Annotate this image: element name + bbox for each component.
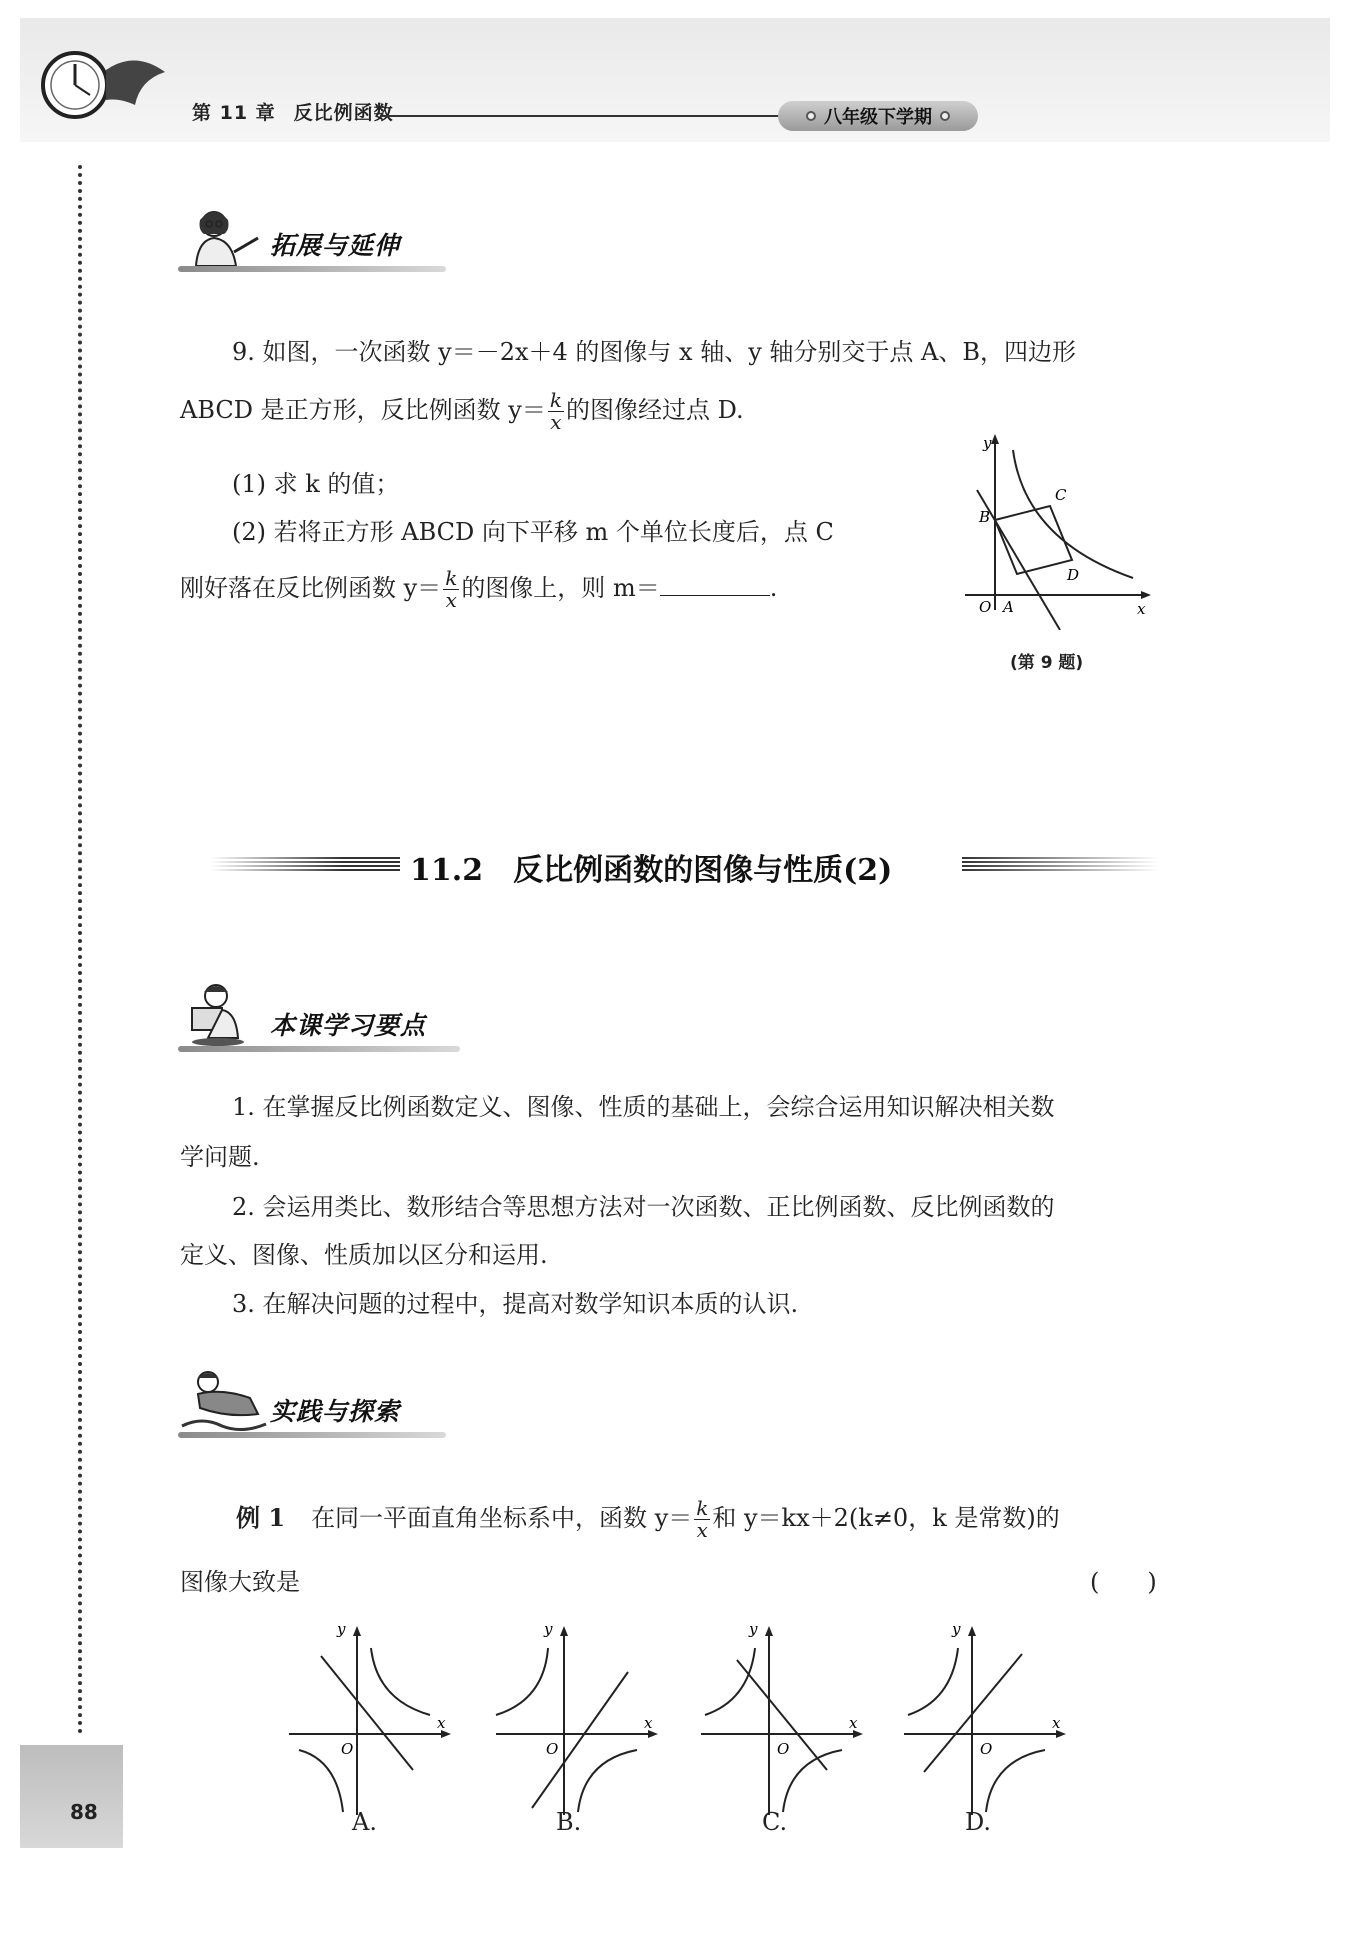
axis-label-o: O (546, 1740, 559, 1758)
q9-part2: (2) 若将正方形 ABCD 向下平移 m 个单位长度后，点 C (232, 518, 834, 546)
axis-label-x: x (1052, 1714, 1061, 1732)
q9-line2-text: ABCD 是正方形，反比例函数 y＝ (180, 396, 546, 424)
q9-part1: (1) 求 k 的值； (232, 470, 400, 498)
section-banner-extension (178, 208, 446, 272)
example1-line2: 图像大致是 (180, 1568, 300, 1596)
example1-line1 (236, 1498, 1060, 1541)
axis-label-x: x (437, 1714, 446, 1732)
section-heading-text: 11.2 反比例函数的图像与性质(2) (410, 853, 893, 888)
heading-rule-left (210, 857, 400, 873)
figure-q9 (955, 430, 1155, 630)
q9-line2-tail: 的图像经过点 D. (565, 396, 744, 424)
key-point-1a: 1. 在掌握反比例函数定义、图像、性质的基础上，会综合运用知识解决相关数 (232, 1093, 1055, 1121)
chapter-title: 反比例函数 (293, 102, 394, 124)
q9-line5-text: 刚好落在反比例函数 y＝ (180, 574, 442, 602)
answer-blank[interactable] (660, 574, 770, 596)
frac-numerator: k (696, 1496, 709, 1520)
answer-parentheses[interactable]: ( ) (1090, 1568, 1157, 1596)
frac-denominator: x (445, 588, 457, 612)
option-graph-d[interactable] (900, 1620, 1070, 1820)
dot-icon (940, 111, 950, 121)
frac-denominator: x (550, 410, 562, 434)
fraction-k-over-x (694, 1498, 710, 1541)
option-label-a[interactable]: A. (352, 1808, 377, 1836)
section-title-practice: 实践与探索 (270, 1397, 401, 1426)
chapter-label (192, 98, 412, 125)
frac-numerator: k (549, 388, 562, 412)
key-point-3: 3. 在解决问题的过程中，提高对数学知识本质的认识. (232, 1290, 799, 1318)
fig-label-a: A (1003, 598, 1014, 616)
dotted-spine (78, 165, 82, 1735)
frac-denominator: x (696, 1518, 708, 1542)
fraction-k-over-x (443, 568, 459, 611)
figure-caption: (第 9 题) (1010, 653, 1084, 673)
section-banner-key-points (178, 988, 460, 1052)
section-title-extension: 拓展与延伸 (270, 231, 401, 260)
option-label-b[interactable]: B. (556, 1808, 582, 1836)
option-graph-b[interactable] (492, 1620, 662, 1820)
axis-label-o: O (980, 1740, 993, 1758)
axis-label-y: y (544, 1620, 553, 1638)
option-graph-c[interactable] (697, 1620, 867, 1820)
frac-numerator: k (445, 566, 458, 590)
key-point-2a: 2. 会运用类比、数形结合等思想方法对一次函数、正比例函数、反比例函数的 (232, 1193, 1055, 1221)
fig-label-x: x (1137, 600, 1146, 618)
fig-label-c: C (1055, 486, 1067, 504)
axis-label-o: O (777, 1740, 790, 1758)
section-heading (210, 845, 1160, 888)
chapter-number: 第 11 章 (192, 102, 276, 124)
section-banner-practice (178, 1374, 446, 1438)
example1-label: 例 1 (236, 1503, 286, 1532)
section-underline (178, 1432, 446, 1438)
option-label-d[interactable]: D. (965, 1808, 992, 1836)
axis-label-x: x (849, 1714, 858, 1732)
header-rule (380, 115, 780, 117)
surfer-icon (178, 1368, 270, 1434)
heading-rule-right (962, 857, 1160, 873)
fig-label-d: D (1067, 566, 1080, 584)
page-number: 88 (70, 1800, 98, 1824)
key-point-1b: 学问题. (180, 1143, 260, 1171)
teacher-icon (178, 208, 264, 272)
fig-label-b: B (979, 508, 991, 526)
example1-text: 在同一平面直角坐标系中，函数 y＝ (311, 1504, 693, 1532)
axis-label-x: x (644, 1714, 653, 1732)
axis-label-y: y (337, 1620, 346, 1638)
axis-label-o: O (341, 1740, 354, 1758)
fig-label-y: y (983, 434, 992, 452)
example1-text-tail: 和 y＝kx＋2(k≠0，k 是常数)的 (712, 1504, 1060, 1532)
page-number-tab (20, 1745, 123, 1848)
q9-line1: 9. 如图，一次函数 y＝－2x＋4 的图像与 x 轴、y 轴分别交于点 A、B，四边形 (232, 338, 1076, 366)
option-label-c[interactable]: C. (762, 1808, 788, 1836)
q9-line5-end: . (769, 574, 778, 602)
dot-icon (806, 111, 816, 121)
axis-label-y: y (952, 1620, 961, 1638)
section-title-key-points: 本课学习要点 (270, 1011, 427, 1040)
q9-line5-mid: 的图像上，则 m＝ (461, 574, 660, 602)
fraction-k-over-x (548, 390, 564, 433)
axis-label-y: y (749, 1620, 758, 1638)
section-underline (178, 266, 446, 272)
student-reading-icon (178, 982, 264, 1046)
q9-line2 (180, 390, 744, 433)
key-point-2b: 定义、图像、性质加以区分和运用. (180, 1241, 548, 1269)
compass-icon (40, 50, 170, 120)
q9-line5 (180, 568, 777, 611)
option-graph-a[interactable] (285, 1620, 455, 1820)
section-underline (178, 1046, 460, 1052)
grade-label: 八年级下学期 (824, 107, 932, 128)
fig-label-o: O (979, 598, 992, 616)
grade-badge (778, 101, 978, 131)
